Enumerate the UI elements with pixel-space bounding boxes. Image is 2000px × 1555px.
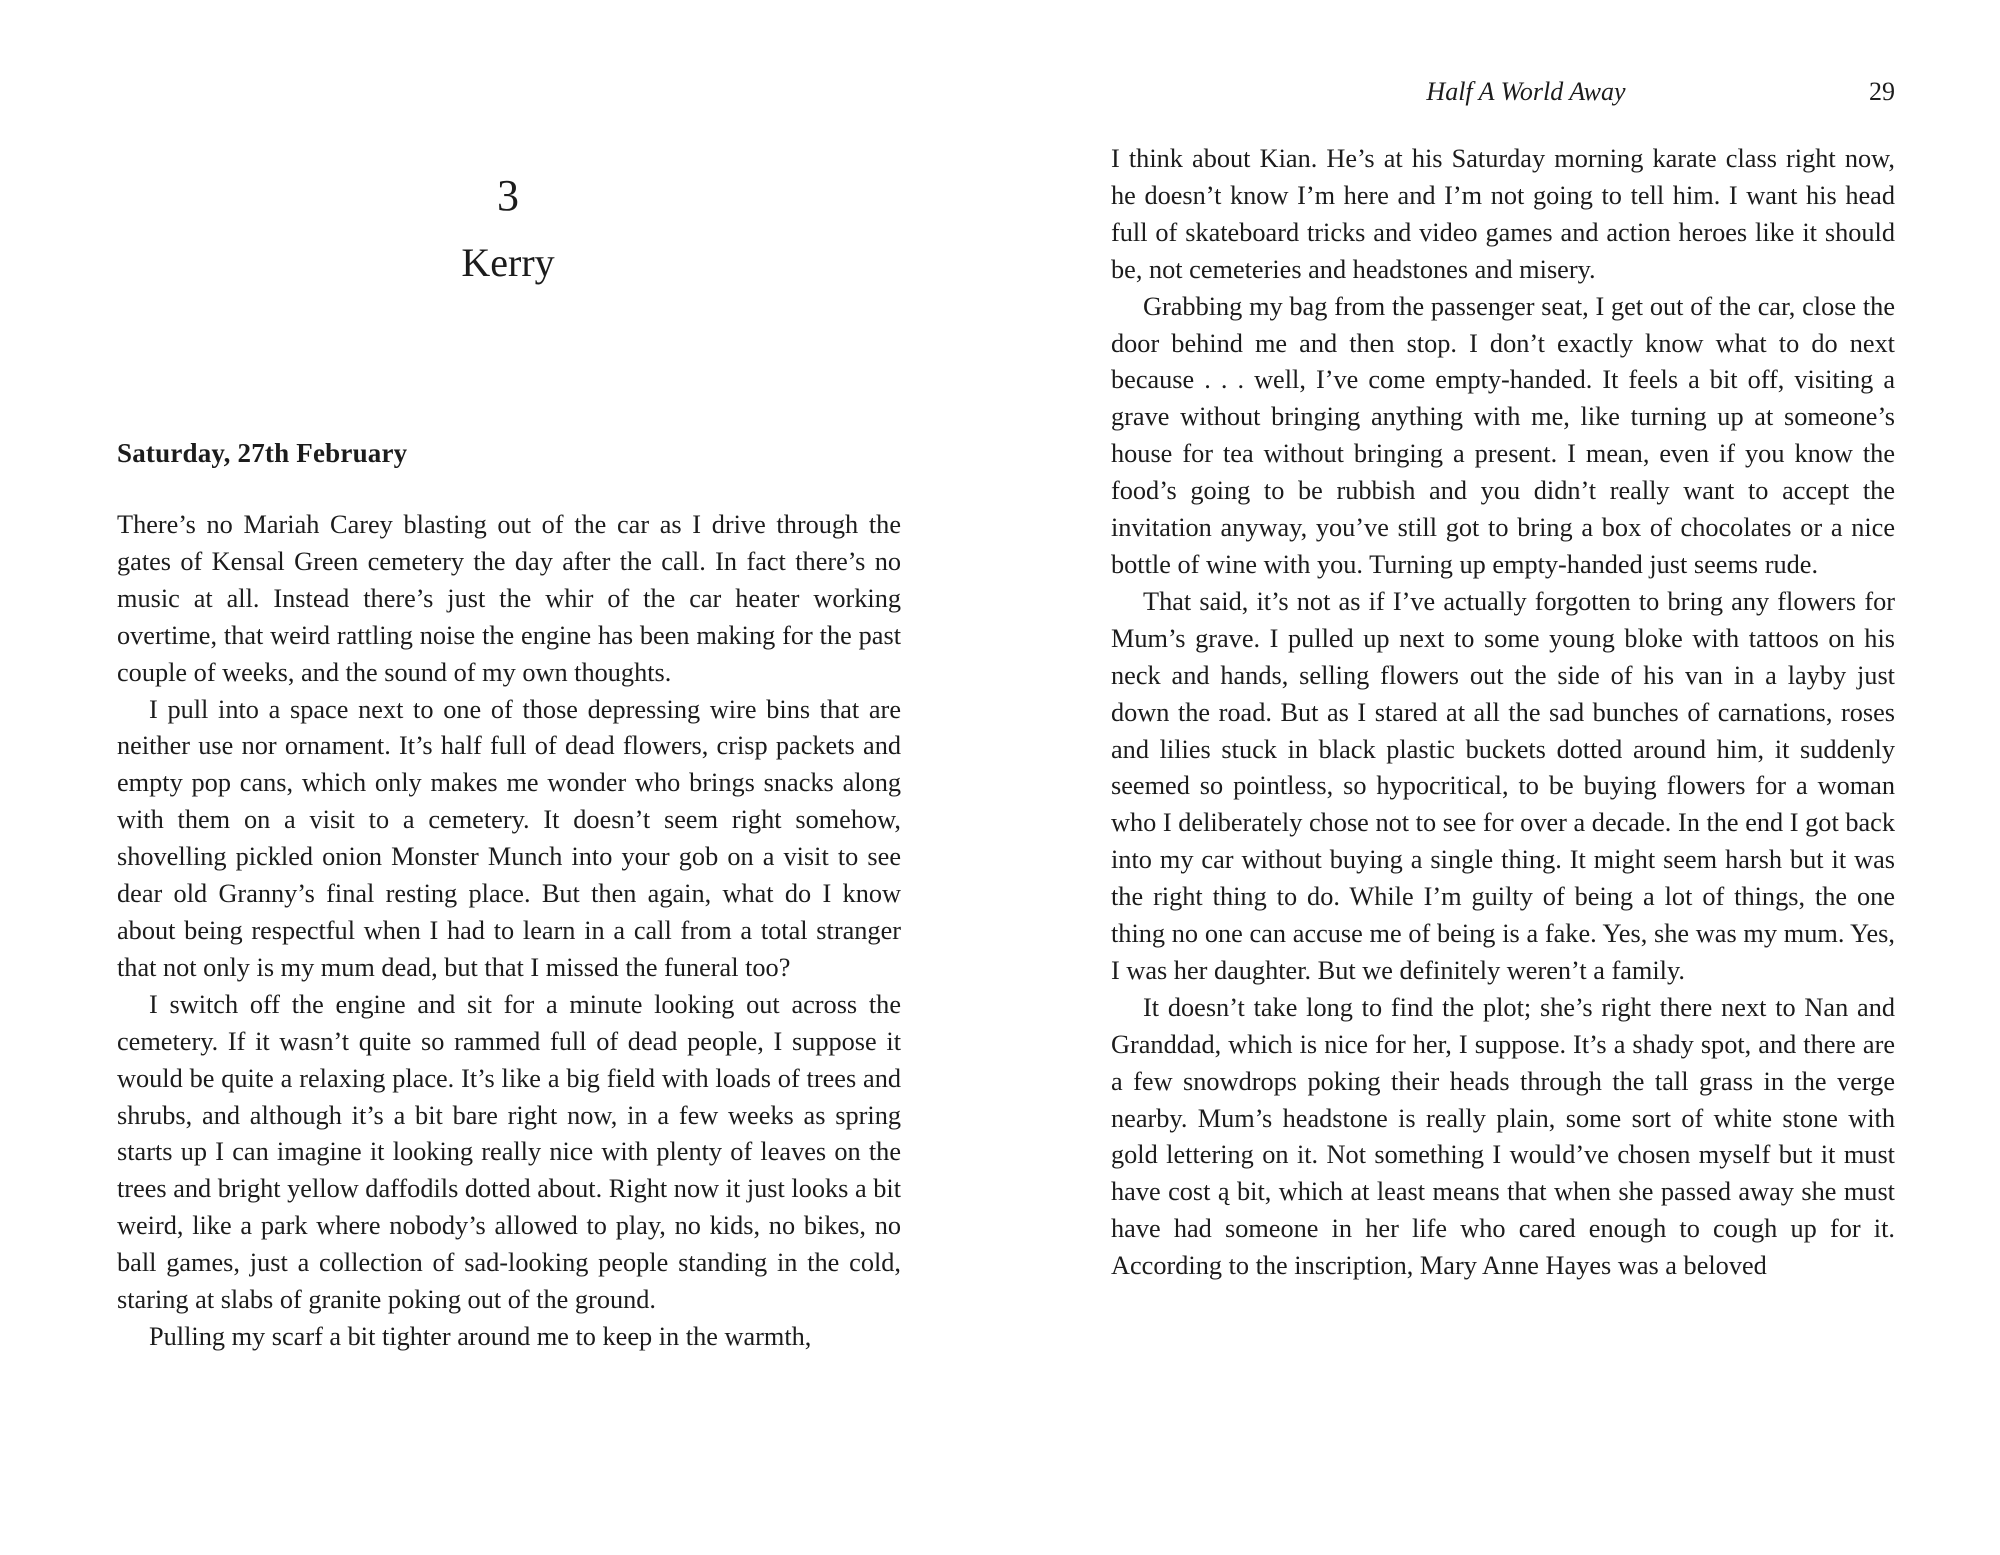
chapter-title: Kerry [461, 240, 555, 285]
right-body-text [1111, 141, 1895, 1285]
running-head: Half A World Away [1426, 77, 1626, 106]
left-body-text [117, 507, 901, 1356]
page-number: 29 [1869, 77, 1895, 106]
date-heading: Saturday, 27th February [117, 438, 408, 468]
paragraph: I switch off the engine and sit for a minute looking out across the cemetery. If it wasn’t quite so rammed full of dead people, I suppose it would be quite a relaxing place. It’s like a big field with loads of trees and shrubs, and although it’s a bit bare right now, in a few weeks as spring starts up I can imagine it looking really nice with plenty of leaves on the trees and bright yellow daffodils dotted about. Right now it just looks a bit weird, like a park where nobody’s allowed to play, no kids, no bikes, no ball games, just a collection of sad-looking people standing in the cold, staring at slabs of granite poking out of the ground. [117, 989, 901, 1315]
paragraph: I pull into a space next to one of those depressing wire bins that are neither use nor ornament. It’s half full of dead flowers, crisp packets and empty pop cans, which only makes me wonder who brings snacks along with them on a visit to a cemetery. It doesn’t seem right somehow, shovelling pickled onion Monster Munch into your gob on a visit to see dear old Granny’s final resting place. But then again, what do I know about being respectful when I had to learn in a call from a total stranger that not only is my mum dead, but that I missed the funeral too? [117, 694, 901, 982]
paragraph: Grabbing my bag from the passenger seat, I get out of the car, close the door behind me and then stop. I don’t exactly know what to do next because . . . well, I’ve come empty-handed. It feels a bit off, visiting a grave without bringing anything with me, like turning up at someone’s house for tea without bringing a present. I mean, even if you know the food’s going to be rubbish and you didn’t really want to accept the invitation anyway, you’ve still got to bring a box of chocolates or a nice bottle of wine with you. Turning up empty-handed just seems rude. [1111, 291, 1895, 579]
paragraph: There’s no Mariah Carey blasting out of the car as I drive through the gates of Kensal Green cemetery the day after the call. In fact there’s no music at all. Instead there’s just the whir of the car heater working overtime, that weird rattling noise the engine has been making for the past couple of weeks, and the sound of my own thoughts. [117, 510, 901, 687]
right-page [1000, 0, 2000, 1555]
paragraph: I think about Kian. He’s at his Saturday morning karate class right now, he doesn’t know I’m here and I’m not going to tell him. I want his head full of skateboard tricks and video games and action heroes like it should be, not cemeteries and headstones and misery. [1111, 144, 1895, 284]
paragraph: Pulling my scarf a bit tighter around me to keep in the warmth, [149, 1321, 812, 1351]
paragraph: It doesn’t take long to find the plot; she’s right there next to Nan and Granddad, which is nice for her, I suppose. It’s a shady spot, and there are a few snowdrops poking their heads through the tall grass in the verge nearby. Mum’s headstone is really plain, some sort of white stone with gold lettering on it. Not something I would’ve chosen myself but it must have cost ą bit, which at least means that when she passed away she must have had someone in her life who cared enough to cough up for it. According to the inscription, Mary Anne Hayes was a beloved [1111, 992, 1895, 1281]
chapter-number: 3 [497, 171, 519, 220]
paragraph: That said, it’s not as if I’ve actually forgotten to bring any flowers for Mum’s grave. I pulled up next to some young bloke with tattoos on his neck and hands, selling flowers out the side of his van in a layby just down the road. But as I stared at all the sad bunches of carnations, roses and lilies stuck in black plastic buckets dotted around him, it suddenly seemed so pointless, so hypocritical, to be buying flowers for a woman who I deliberately chose not to see for over a decade. In the end I got back into my car without buying a single thing. It might seem harsh but it was the right thing to do. While I’m guilty of being a lot of things, the one thing no one can accuse me of being is a fake. Yes, she was my mum. Yes, I was her daughter. But we definitely weren’t a family. [1111, 586, 1895, 985]
